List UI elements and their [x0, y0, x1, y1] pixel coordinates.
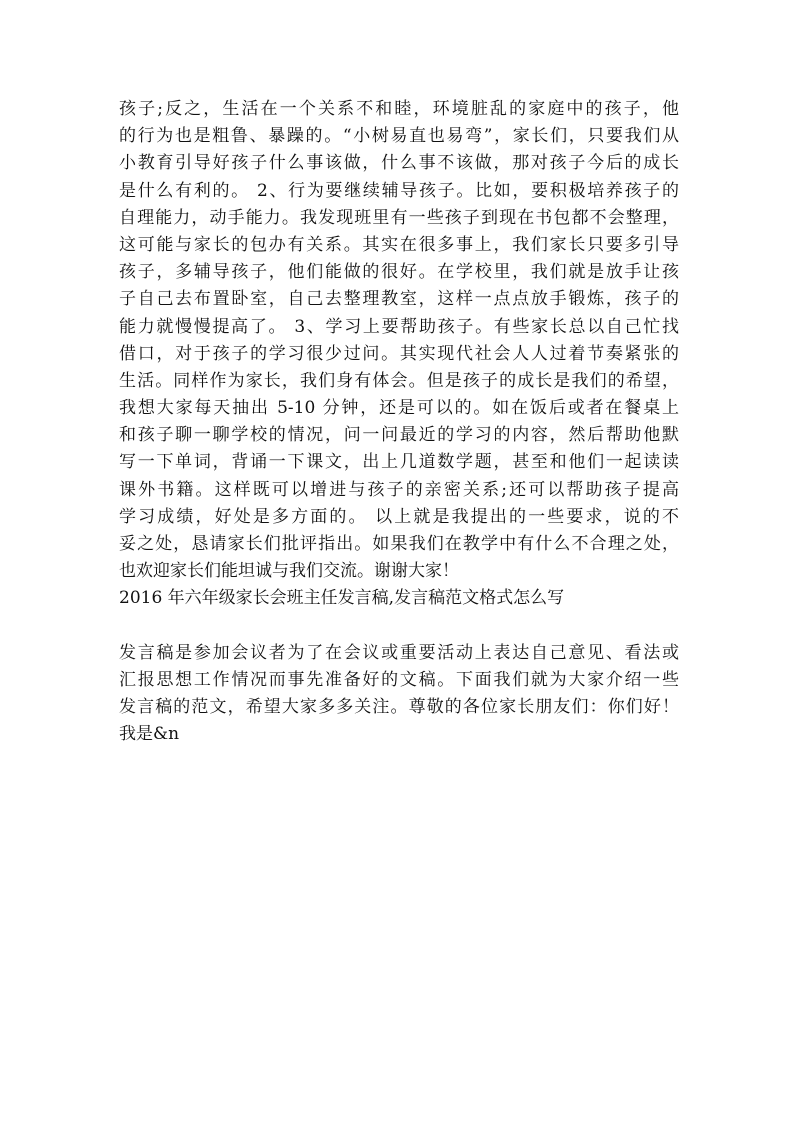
text-line: 借口，对于孩子的学习很少过问。其实现代社会人人过着节奏紧张的	[119, 343, 679, 364]
text-line: 课外书籍。这样既可以增进与孩子的亲密关系;还可以帮助孩子提高	[119, 479, 679, 500]
text-line: 汇报思想工作情况而事先准备好的文稿。下面我们就为大家介绍一些	[119, 669, 679, 690]
text-line: 和孩子聊一聊学校的情况，问一问最近的学习的内容，然后帮助他默	[119, 425, 679, 446]
text-line: 也欢迎家长们能坦诚与我们交流。谢谢大家！	[119, 561, 459, 582]
text-line: 发言稿的范文，希望大家多多关注。尊敬的各位家长朋友们：你们好！	[119, 697, 679, 718]
blank-line	[119, 613, 679, 640]
paragraph-2	[119, 640, 679, 749]
text-line: 的行为也是粗鲁、暴躁的。“小树易直也易弯”，家长们，只要我们从	[119, 126, 679, 147]
text-line: 这可能与家长的包办有关系。其实在很多事上，我们家长只要多引导	[119, 234, 679, 255]
text-line: 孩子，多辅导孩子，他们能做的很好。在学校里，我们就是放手让孩	[119, 262, 679, 283]
text-line: 我是&n	[119, 724, 180, 745]
text-line: 孩子;反之，生活在一个关系不和睦，环境脏乱的家庭中的孩子，他	[119, 99, 679, 119]
document-page	[119, 96, 679, 749]
paragraph-1	[119, 96, 679, 585]
text-line: 生活。同样作为家长，我们身有体会。但是孩子的成长是我们的希望，	[119, 370, 679, 391]
text-line: 能力就慢慢提高了。 3、学习上要帮助孩子。有些家长总以自己忙找	[119, 316, 679, 337]
text-line: 学习成绩，好处是多方面的。 以上就是我提出的一些要求，说的不	[119, 506, 679, 527]
text-line: 自理能力，动手能力。我发现班里有一些孩子到现在书包都不会整理，	[119, 207, 679, 228]
text-line: 小教育引导好孩子什么事该做，什么事不该做，那对孩子今后的成长	[119, 153, 679, 174]
text-line: 我想大家每天抽出 5-10 分钟，还是可以的。如在饭后或者在餐桌上	[119, 398, 679, 419]
text-line: 子自己去布置卧室，自己去整理教室，这样一点点放手锻炼，孩子的	[119, 289, 679, 310]
text-line: 写一下单词，背诵一下课文，出上几道数学题，甚至和他们一起读读	[119, 452, 679, 473]
text-line: 妥之处，恳请家长们批评指出。如果我们在教学中有什么不合理之处，	[119, 534, 679, 554]
document-heading: 2016 年六年级家长会班主任发言稿,发言稿范文格式怎么写	[119, 588, 565, 609]
text-line: 是什么有利的。 2、行为要继续辅导孩子。比如，要积极培养孩子的	[119, 180, 679, 201]
text-line: 发言稿是参加会议者为了在会议或重要活动上表达自己意见、看法或	[119, 642, 679, 663]
